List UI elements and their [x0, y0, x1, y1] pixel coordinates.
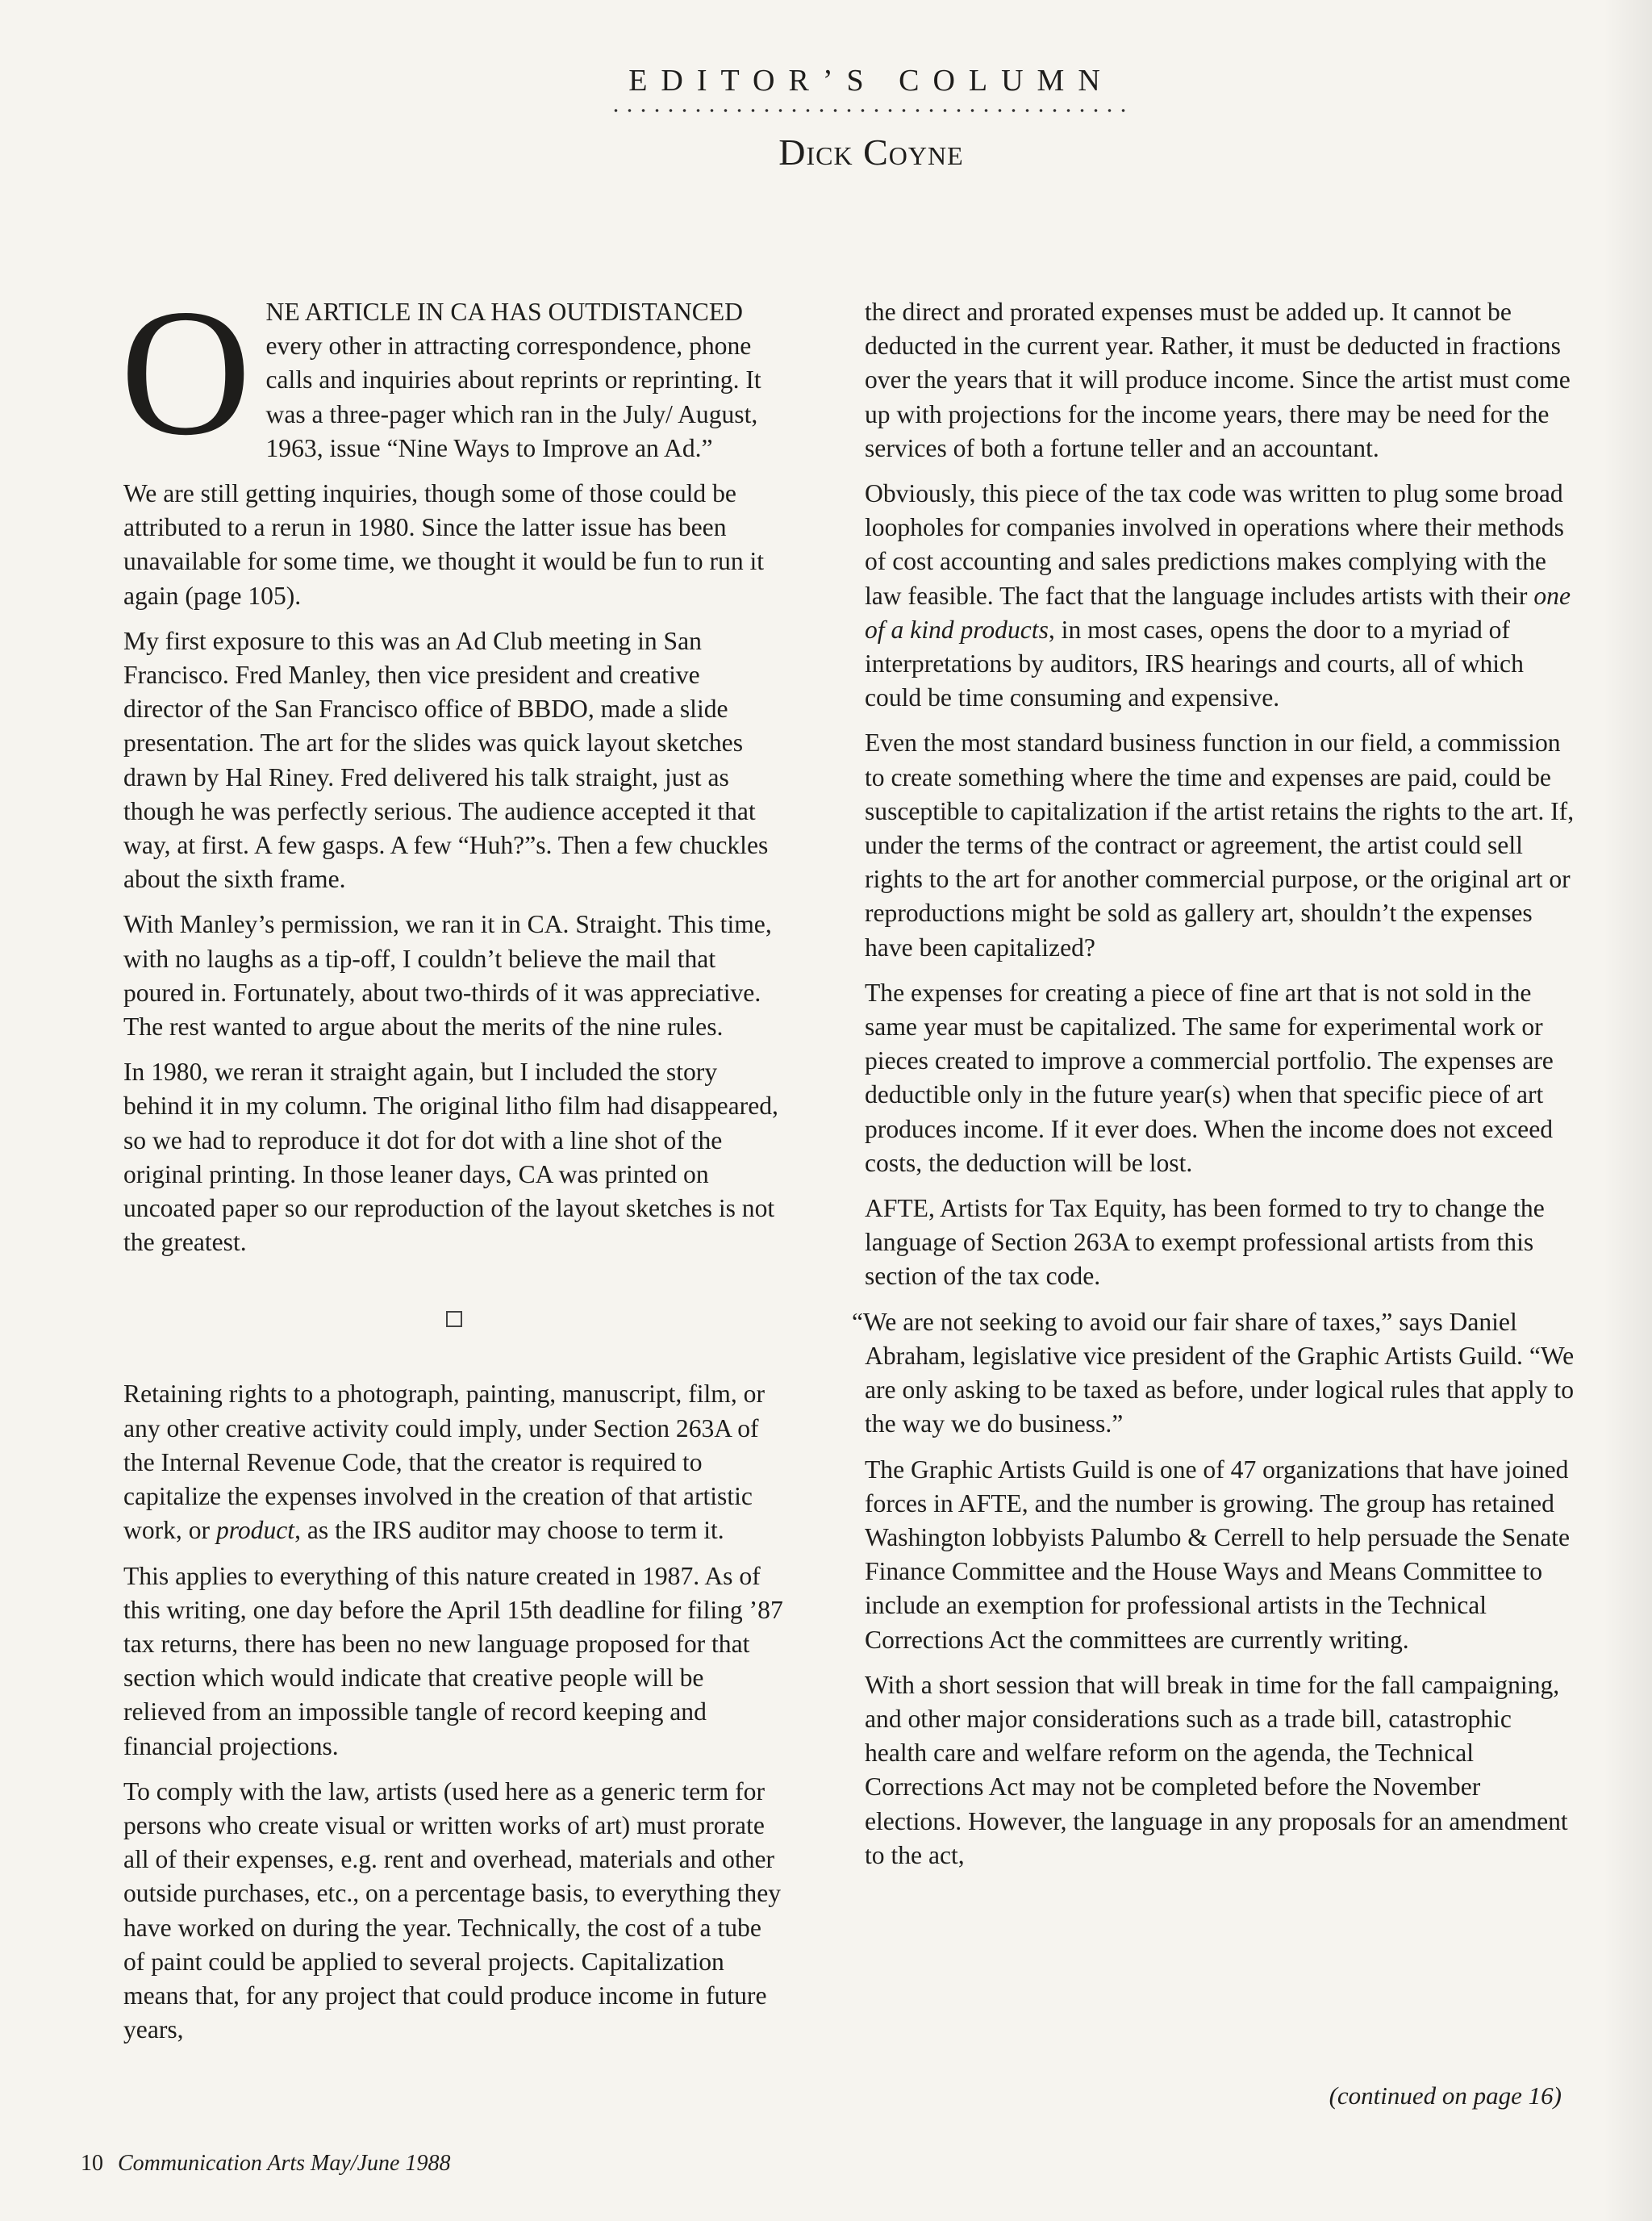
paragraph: the direct and prorated expenses must be added up. It cannot be deducted in the current year. Rather, it must be deducted in fractions over the years that it will produce income. Since the artist must come up with projections for the income years, there may be need for the services of both a fortune teller and an accountant. [865, 298, 1571, 462]
publication-line: Communication Arts May/June 1988 [118, 2151, 451, 2176]
paragraph: In 1980, we reran it straight again, but I included the story behind it in my column. The original litho film had disappeared, so we had to reproduce it dot for dot with a line shot of the original printing. In those leaner days, CA was printed on uncoated paper so our reproduction of the layout sketches is not the greatest. [123, 1058, 778, 1257]
page-number: 10 [81, 2151, 103, 2176]
page-footer [81, 2151, 450, 2177]
page-edge-shadow [1604, 0, 1652, 2221]
paragraph: The Graphic Artists Guild is one of 47 organizations that have joined forces in AFTE, and the number is growing. The group has retained Washington lobbyists Palumbo & Cerrell to help persuade the Senate Finance Committee and the House Ways and Means Committee to include an exemption for professional artists in the Technical Corrections Act the committees are currently writing. [865, 1455, 1571, 1654]
paragraph: The expenses for creating a piece of fine art that is not sold in the same year must be capitalized. The same for experimental work or pieces created to improve a commercial portfolio. The expenses are deductible only in the future year(s) when that specific piece of art produces income. If it ever does. When the income does not exceed costs, the deduction will be lost. [865, 978, 1554, 1177]
paragraph: My first exposure to this was an Ad Club meeting in San Francisco. Fred Manley, then vice president and creative director of the San Francisco office of BBDO, made a slide presentation. The art for the slides was quick layout sketches drawn by Hal Riney. Fred delivered his talk straight, just as though he was perfectly serious. The audience accepted it that way, at first. A few gasps. A few “Huh?”s. Then a few chuckles about the sixth frame. [123, 626, 769, 894]
paragraph [865, 477, 1575, 715]
paragraph: To comply with the law, artists (used here as a generic term for persons who create visual or written works of art) must prorate all of their expenses, e.g. rent and overhead, materials and other outside purchases, etc., on a percentage basis, to everything they have worked on during the year. Technically, the cost of a tube of paint could be applied to several projects. Capitalization means that, for any project that could produce income in future years, [123, 1776, 782, 2044]
paragraph-text: , as the IRS auditor may choose to term it. [294, 1516, 724, 1545]
column-header [597, 63, 1145, 173]
dotted-rule [609, 108, 1133, 113]
column-kicker: EDITOR’S COLUMN [628, 64, 1114, 98]
lead-caps: NE ARTICLE IN CA HAS OUTDISTANCED [265, 298, 743, 326]
drop-cap: O [120, 271, 252, 473]
lead-paragraph [120, 271, 785, 473]
left-column [120, 271, 785, 2058]
author-byline: Dick Coyne [778, 132, 964, 173]
section-break-box [446, 1311, 462, 1327]
italic-phrase: one of a kind products [865, 581, 1571, 644]
paragraph-text: , in most cases, opens the door to a myriad of interpretations by auditors, IRS hearings and courts, all of which could be time consuming and expensive. [865, 615, 1524, 712]
paragraph: Even the most standard business function in our field, a commission to create something where the time and expenses are paid, could be susceptible to capitalization if the artist retains the rights to the art. If, under the terms of the contract or agreement, the artist could sell rights to the art for another commercial purpose, or the original art or reproductions might be sold as gallery art, shouldn’t the expenses have been capitalized? [865, 729, 1575, 962]
paragraph-text: Retaining rights to a photograph, painting, manuscript, film, or any other creative activity could imply, under Section 263A of the Internal Revenue Code, that the creator is required to capitalize the expenses involved in the creation of that artistic work, or [123, 1380, 765, 1545]
paragraph: With Manley’s permission, we ran it in CA. Straight. This time, with no laughs as a tip-off, I couldn’t believe the mail that poured in. Fortunately, about two-thirds of it was appreciative. The rest wanted to argue about the merits of the nine rules. [123, 910, 772, 1042]
paragraph: With a short session that will break in time for the fall campaigning, and other major considerations such as a trade bill, catastrophic health care and welfare reform on the agenda, the Technical Corrections Act may not be completed before the November elections. However, the language in any proposals for an amendment to the act, [865, 1670, 1568, 1869]
paragraph: We are still getting inquiries, though some of those could be attributed to a rerun in 1980. Since the latter issue has been unavailable for some time, we thought it would be fun to run it again (page 105). [123, 479, 765, 610]
right-column [852, 295, 1575, 1884]
quote-paragraph: “We are not seeking to avoid our fair share of taxes,” says Daniel Abraham, legislative vice president of the Graphic Artists Guild. “We are only asking to be taxed as before, under logical rules that apply to the way we do business.” [852, 1307, 1575, 1438]
lead-text: every other in attracting correspondence, phone calls and inquiries about reprints or reprinting. It was a three-pager which ran in the July/ August, 1963, issue “Nine Ways to Improve an Ad.” [265, 332, 761, 462]
paragraph-text: Obviously, this piece of the tax code was written to plug some broad loopholes for companies involved in operations where their methods of cost accounting and sales predictions makes complying with the law feasible. The fact that the language includes artists with their [865, 479, 1564, 610]
paragraph [123, 1377, 785, 1547]
italic-word: product [215, 1516, 295, 1545]
paragraph: This applies to everything of this nature created in 1987. As of this writing, one day before the April 15th deadline for filing ’87 tax returns, there has been no new language proposed for that section which would indicate that creative people will be relieved from an impossible tangle of record keeping and financial projections. [123, 1561, 783, 1760]
continued-note: (continued on page 16) [1329, 2081, 1562, 2110]
paragraph: AFTE, Artists for Tax Equity, has been formed to try to change the language of Section 263A to exempt professional artists from this section of the tax code. [865, 1194, 1545, 1291]
